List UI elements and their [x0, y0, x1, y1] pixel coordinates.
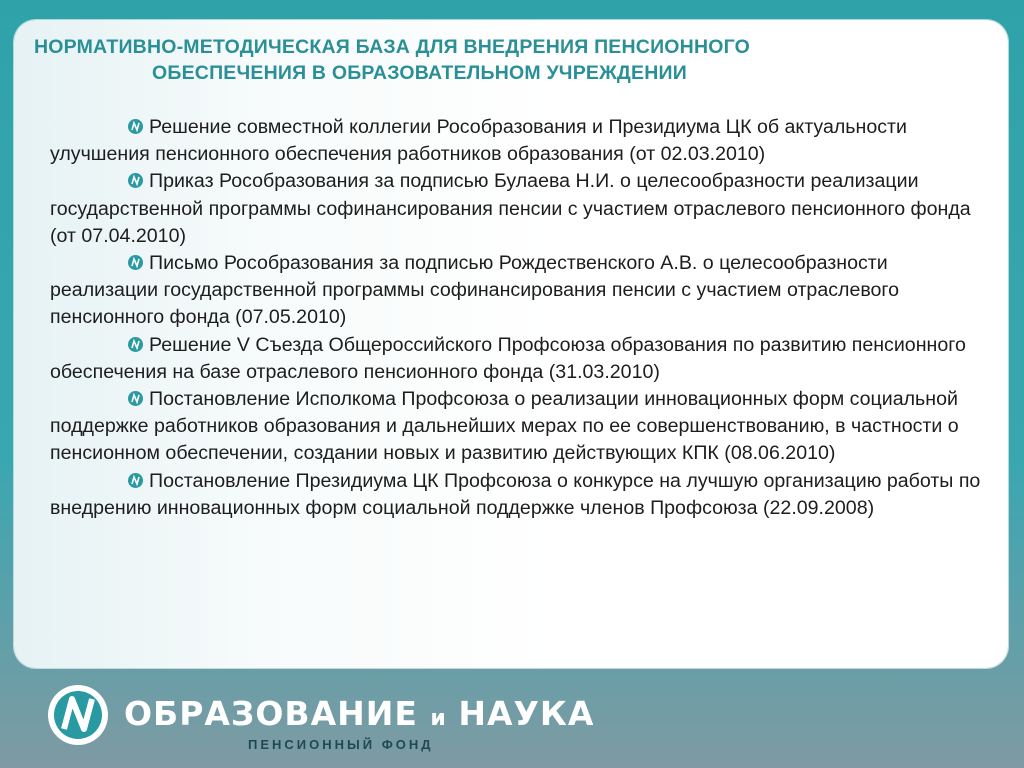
list-item: Постановление Президиума ЦК Профсоюза о конкурсе на лучшую организацию работы по внедрению инновационных форм социальной поддержке членов Профсоюза (22.09.2008) [50, 469, 981, 519]
brand-logo-icon [46, 683, 110, 747]
brand-part-1: ОБРАЗОВАНИЕ [124, 694, 418, 733]
brand-subtitle: ПЕНСИОННЫЙ ФОНД [248, 737, 434, 752]
logo-bullet-icon [128, 473, 143, 488]
title-line-2: ОБЕСПЕЧЕНИЯ В ОБРАЗОВАТЕЛЬНОМ УЧРЕЖДЕНИИ [152, 62, 687, 84]
page-title [34, 34, 994, 86]
list-item: Решение V Съезда Общероссийского Профсоюза образования по развитию пенсионного обеспечения на базе отраслевого пенсионного фонда (31.03.2010) [50, 333, 966, 383]
list-item: Приказ Рособразования за подписью Булаева Н.И. о целесообразности реализации государственной программы софинансирования пенсии с участием отраслевого пенсионного фонда (от 07.04.2010) [50, 170, 971, 247]
list-item: Постановление Исполкома Профсоюза о реализации инновационных форм социальной поддержке работников образования и дальнейших мерах по ее совершенствованию, в частности о пенсионном обеспечении, создании новых и развитию действующих КПК (08.06.2010) [50, 388, 959, 465]
brand-conjunction: и [430, 706, 446, 731]
logo-bullet-icon [128, 255, 143, 270]
logo-bullet-icon [128, 119, 143, 134]
logo-bullet-icon [128, 173, 143, 188]
list-item: Письмо Рособразования за подписью Рождественского А.В. о целесообразности реализации государственной программы софинансирования пенсии с участием отраслевого пенсионного фонда (07.05.2010) [50, 252, 900, 329]
title-line-1: НОРМАТИВНО-МЕТОДИЧЕСКАЯ БАЗА ДЛЯ ВНЕДРЕНИЯ ПЕНСИОННОГО [34, 36, 750, 58]
document-list [50, 114, 990, 522]
brand-name [124, 694, 594, 733]
list-item: Решение совместной коллегии Рособразования и Президиума ЦК об актуальности улучшения пенсионного обеспечения работников образования (от 02.03.2010) [50, 116, 907, 166]
logo-bullet-icon [128, 391, 143, 406]
brand-part-2: НАУКА [458, 694, 595, 733]
logo-bullet-icon [128, 337, 143, 352]
